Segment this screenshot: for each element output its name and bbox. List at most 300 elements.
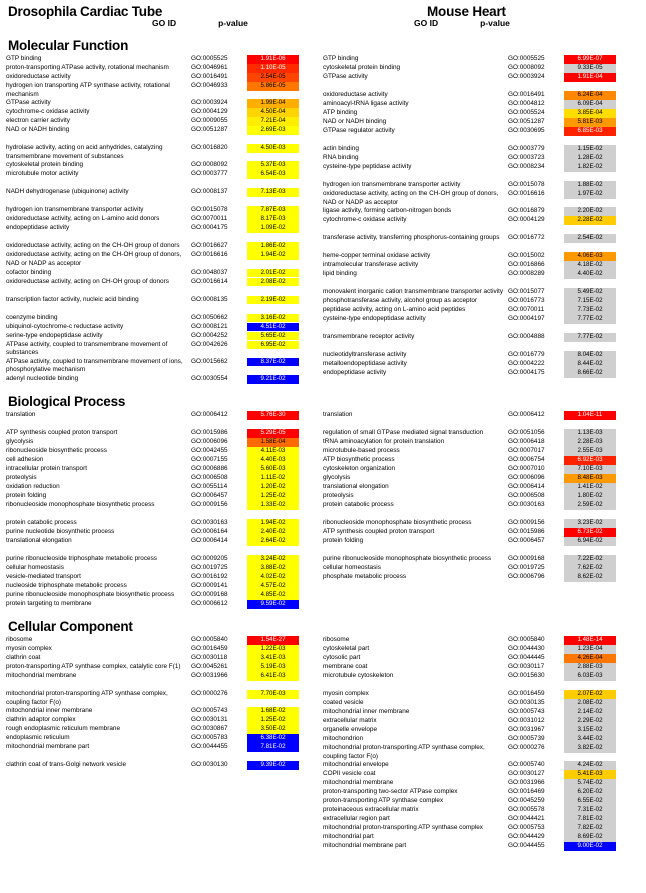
title-right: Mouse Heart [427, 4, 506, 19]
go-term-label: mitochondrial membrane [6, 671, 77, 679]
go-term-row [323, 216, 640, 225]
go-term-row [6, 456, 323, 465]
pvalue-cell: 1.11E-02 [247, 474, 299, 483]
go-id-value: GO:0009141 [191, 581, 228, 589]
go-id-value: GO:0006612 [191, 599, 228, 607]
go-term-row [6, 429, 323, 438]
go-term-label: mitochondrial proton-transporting ATP synthase complex [323, 824, 483, 832]
go-term-label: microtubule cytoskeleton [323, 671, 394, 679]
go-id-value: GO:0019725 [191, 563, 228, 571]
go-term-label: actin binding [323, 145, 359, 152]
pvalue-cell: 8.37E-02 [247, 358, 299, 367]
go-term-label: ATP synthesis coupled proton transport [323, 527, 435, 535]
go-id-value: GO:0005753 [508, 824, 545, 832]
pvalue-cell: 2.54E-02 [564, 234, 616, 243]
go-term-row [6, 636, 323, 645]
go-term-row [6, 483, 323, 492]
go-id-value: GO:0030695 [508, 127, 545, 134]
go-id-value: GO:0016879 [508, 207, 545, 215]
go-term-label: glycolysis [6, 437, 34, 445]
go-id-value: GO:0016616 [508, 190, 545, 197]
pvalue-cell: 1.94E-02 [247, 519, 299, 528]
go-id-value: GO:0006414 [508, 482, 545, 490]
go-term-label: phosphotransferase activity, alcohol group as acceptor [323, 297, 478, 305]
pvalue-cell: 7.77E-02 [564, 333, 616, 342]
go-term-label: hydrolase activity, acting on acid anhydrides, catalyzing transmembrane movement of substances [6, 144, 163, 160]
go-term-label: ATP binding [323, 109, 358, 116]
go-term-row [323, 234, 640, 243]
go-term-label: cofactor binding [6, 268, 52, 276]
pvalue-cell: 1.41E-02 [564, 483, 616, 492]
go-term-row [323, 369, 640, 378]
go-id-value: GO:0016469 [508, 788, 545, 796]
go-term-row [6, 126, 323, 135]
pvalue-cell: 3.41E-03 [247, 654, 299, 663]
go-term-row [323, 207, 640, 216]
header-pvalue-right: p-value [480, 18, 510, 28]
go-term-row [323, 91, 640, 100]
go-id-value: GO:0007017 [508, 446, 545, 454]
go-term-row [323, 154, 640, 163]
go-term-row [323, 555, 640, 564]
go-term-label: mitochondrial envelope [323, 761, 389, 769]
go-id-value: GO:0000276 [508, 743, 545, 751]
spacer-row [6, 197, 323, 206]
spacer-row [323, 681, 640, 690]
go-id-value: GO:0016491 [191, 73, 228, 80]
pvalue-cell: 1.94E-02 [247, 251, 299, 260]
go-term-row [323, 501, 640, 510]
go-term-label: cytosolic part [323, 653, 361, 661]
sections-root [6, 38, 640, 851]
go-id-value: GO:0070011 [191, 215, 228, 223]
go-id-value: GO:0015986 [191, 428, 228, 436]
go-id-value: GO:0004175 [191, 224, 228, 232]
go-term-label: proton-transporting ATP synthase complex [323, 797, 444, 805]
go-term-row [323, 145, 640, 154]
pvalue-cell: 1.68E-02 [247, 707, 299, 716]
go-term-label: endoplasmic reticulum [6, 734, 70, 742]
go-term-label: cysteine-type endopeptidase activity [323, 315, 426, 323]
pvalue-cell: 1.86E-02 [247, 242, 299, 251]
pvalue-cell: 4.18E-02 [564, 261, 616, 270]
pvalue-cell: 3.88E-02 [247, 564, 299, 573]
pvalue-cell: 8.62E-02 [564, 573, 616, 582]
go-term-row [323, 690, 640, 699]
go-term-row [323, 654, 640, 663]
go-term-label: oxidoreductase activity [323, 91, 388, 98]
go-term-row [6, 73, 323, 82]
go-term-label: nucleoside triphosphate metabolic process [6, 581, 127, 589]
go-term-label: protein catabolic process [323, 500, 394, 508]
go-term-row [6, 375, 323, 384]
go-term-label: proton-transporting ATP synthase complex, catalytic core F(1) [6, 662, 181, 670]
go-term-row [323, 573, 640, 582]
go-id-value: GO:0009156 [508, 518, 545, 526]
go-term-row [323, 744, 640, 761]
go-id-value: GO:0030130 [191, 761, 228, 769]
go-term-label: ribosome [6, 635, 33, 643]
go-id-value: GO:0006886 [191, 464, 228, 472]
go-id-value: GO:0030117 [508, 662, 545, 670]
go-id-value: GO:0044445 [508, 653, 545, 661]
header-spacer-right [268, 18, 414, 28]
go-term-label: clathrin coat [6, 653, 41, 661]
go-term-label: GTPase regulator activity [323, 127, 395, 134]
spacer-row [6, 305, 323, 314]
go-id-value: GO:0006412 [191, 410, 228, 418]
go-term-label: mitochondrial membrane part [323, 842, 407, 850]
go-term-label: proton-transporting ATPase activity, rotational mechanism [6, 64, 169, 71]
go-term-label: heme-copper terminal oxidase activity [323, 252, 431, 260]
go-term-label: organelle envelope [323, 725, 378, 733]
go-term-row [323, 474, 640, 483]
go-term-row [6, 672, 323, 681]
go-term-label: cytochrome-c oxidase activity [6, 108, 90, 116]
pvalue-cell: 1.91E-04 [564, 73, 616, 82]
go-term-label: RNA binding [323, 154, 359, 161]
go-term-label: translational elongation [6, 536, 72, 544]
go-id-value: GO:0031012 [508, 716, 545, 724]
go-id-value: GO:0016192 [191, 572, 228, 580]
pvalue-cell: 7.77E-02 [564, 315, 616, 324]
go-term-label: nucleotidyltransferase activity [323, 351, 407, 359]
go-id-value: GO:0046933 [191, 82, 228, 89]
header-pvalue-left: p-value [218, 18, 248, 28]
go-term-label: translational elongation [323, 482, 389, 490]
go-id-value: GO:0008289 [508, 270, 545, 278]
go-id-value: GO:0016772 [508, 234, 545, 242]
go-term-label: cytoskeletal protein binding [6, 161, 84, 169]
go-id-value: GO:0030131 [191, 716, 228, 724]
go-term-row [6, 492, 323, 501]
go-term-label: GTP binding [6, 55, 42, 62]
pvalue-cell: 2.64E-02 [247, 537, 299, 546]
pvalue-cell: 3.15E-02 [564, 726, 616, 735]
go-term-label: protein targeting to membrane [6, 599, 92, 607]
go-id-value: GO:0015002 [508, 252, 545, 260]
go-id-value: GO:0005524 [508, 109, 545, 116]
go-term-row [323, 333, 640, 342]
go-term-row [323, 55, 640, 64]
pvalue-cell: 4.02E-02 [247, 573, 299, 582]
pvalue-cell: 7.22E-02 [564, 555, 616, 564]
pvalue-cell: 1.25E-02 [247, 492, 299, 501]
go-term-row [6, 707, 323, 716]
pvalue-cell: 3.23E-02 [564, 519, 616, 528]
go-term-row [6, 716, 323, 725]
pvalue-cell: 5.19E-03 [247, 663, 299, 672]
go-id-value: GO:0006164 [191, 527, 228, 535]
go-term-label: phosphate metabolic process [323, 572, 407, 580]
go-term-label: mitochondrial proton-transporting ATP synthase complex, coupling factor F(o) [6, 689, 168, 706]
go-term-label: proton-transporting two-sector ATPase complex [323, 788, 458, 796]
go-term-label: rough endoplasmic reticulum membrane [6, 725, 121, 733]
go-id-value: GO:0016779 [508, 351, 545, 359]
go-id-value: GO:0006412 [508, 410, 545, 418]
go-term-row [6, 411, 323, 420]
go-term-row [323, 456, 640, 465]
go-term-row [323, 315, 640, 324]
go-term-label: microtubule-based process [323, 446, 400, 454]
go-id-value: GO:0005783 [191, 734, 228, 742]
go-id-value: GO:0003777 [191, 170, 228, 178]
pvalue-cell: 1.13E-03 [564, 429, 616, 438]
go-id-value: GO:0006418 [508, 437, 545, 445]
pvalue-cell: 4.51E-02 [247, 323, 299, 332]
go-term-row [6, 555, 323, 564]
go-term-row [323, 447, 640, 456]
pvalue-cell: 2.01E-02 [247, 269, 299, 278]
spacer-row [323, 82, 640, 91]
go-id-value: GO:0006414 [191, 536, 228, 544]
go-term-label: oxidoreductase activity, acting on the CH-OH group of donors [6, 242, 180, 250]
go-term-label: NAD or NADH binding [323, 118, 387, 125]
go-term-row [6, 332, 323, 341]
spacer-row [323, 279, 640, 288]
spacer-row [323, 510, 640, 519]
pvalue-cell: 7.81E-02 [247, 743, 299, 752]
go-id-value: GO:0004252 [191, 331, 228, 339]
go-term-row [6, 734, 323, 743]
go-id-value: GO:0003924 [191, 99, 228, 107]
pvalue-cell: 9.33E-05 [564, 64, 616, 73]
go-term-row [6, 474, 323, 483]
go-id-value: GO:0007155 [191, 455, 228, 463]
pvalue-cell: 1.48E-14 [564, 636, 616, 645]
pvalue-cell: 6.41E-03 [247, 672, 299, 681]
pvalue-cell: 2.28E-02 [564, 216, 616, 225]
go-term-row [323, 779, 640, 788]
go-id-value: GO:0031967 [508, 725, 545, 733]
go-term-label: ribonucleoside monophosphate biosynthetic process [6, 500, 155, 508]
pvalue-cell: 5.41E-03 [564, 770, 616, 779]
go-id-value: GO:0005840 [508, 635, 545, 643]
go-id-value: GO:0003779 [508, 145, 545, 152]
pvalue-cell: 7.31E-02 [564, 806, 616, 815]
go-term-label: protein folding [323, 536, 364, 544]
header-go-id-right: GO ID [414, 18, 439, 28]
go-term-row [6, 519, 323, 528]
go-term-row [6, 725, 323, 734]
go-term-row [323, 528, 640, 537]
go-id-value: GO:0006457 [191, 491, 228, 499]
go-term-row [323, 297, 640, 306]
go-term-row [6, 600, 323, 609]
go-id-value: GO:0016459 [191, 644, 228, 652]
go-term-row [6, 341, 323, 358]
go-term-label: protein folding [6, 491, 47, 499]
go-id-value: GO:0015078 [508, 181, 545, 188]
go-id-value: GO:0031966 [508, 779, 545, 787]
pvalue-cell: 7.73E-02 [564, 306, 616, 315]
go-term-label: ligase activity, forming carbon-nitrogen bonds [323, 207, 452, 215]
go-id-value: GO:0008137 [191, 188, 228, 196]
go-term-row [323, 806, 640, 815]
pvalue-cell: 2.40E-02 [247, 528, 299, 537]
pvalue-cell: 3.16E-02 [247, 314, 299, 323]
go-id-value: GO:0005740 [508, 761, 545, 769]
go-term-row [6, 82, 323, 99]
go-id-value: GO:0003924 [508, 73, 545, 80]
go-term-label: clathrin coat of trans-Golgi network vesicle [6, 761, 127, 769]
go-term-label: transmembrane receptor activity [323, 333, 415, 341]
go-term-label: myosin complex [6, 644, 52, 652]
spacer-row [6, 179, 323, 188]
pvalue-cell: 6.99E-07 [564, 55, 616, 64]
go-id-value: GO:0005578 [508, 806, 545, 814]
pvalue-cell: 7.70E-03 [247, 690, 299, 699]
go-id-value: GO:0007010 [508, 464, 545, 472]
go-id-value: GO:0006508 [508, 491, 545, 499]
go-term-label: mitochondrial inner membrane [6, 707, 93, 715]
go-id-value: GO:0009168 [508, 554, 545, 562]
go-term-label: oxidoreductase activity, acting on the CH-OH group of donors, NAD or NADP as acceptor [6, 251, 182, 267]
pvalue-cell: 2.19E-02 [247, 296, 299, 305]
go-id-value: GO:0015986 [508, 527, 545, 535]
go-term-label: COPII vesicle coat [323, 770, 376, 778]
go-term-row [323, 127, 640, 136]
go-id-value: GO:0045261 [191, 662, 228, 670]
go-id-value: GO:0004129 [508, 216, 545, 224]
go-term-row [6, 55, 323, 64]
go-term-row [323, 672, 640, 681]
go-term-row [323, 537, 640, 546]
pvalue-cell: 3.50E-02 [247, 725, 299, 734]
pvalue-cell: 1.82E-02 [564, 163, 616, 172]
go-term-label: mitochondrial proton-transporting ATP synthase complex, coupling factor F(o) [323, 743, 485, 760]
pvalue-cell: 6.24E-04 [564, 91, 616, 100]
go-id-value: GO:0030118 [191, 653, 228, 661]
go-term-row [323, 438, 640, 447]
go-term-label: extracellular matrix [323, 716, 377, 724]
pvalue-cell: 5.65E-02 [247, 332, 299, 341]
title-left: Drosophila Cardiac Tube [8, 4, 163, 19]
go-term-label: oxidoreductase activity, acting on CH-OH group of donors [6, 277, 169, 285]
pvalue-cell: 5.81E-03 [564, 118, 616, 127]
pvalue-cell: 2.28E-03 [564, 438, 616, 447]
go-id-value: GO:0004812 [508, 100, 545, 107]
go-term-row [323, 492, 640, 501]
go-term-label: purine ribonucleoside monophosphate biosynthetic process [6, 590, 175, 598]
column-headers [6, 18, 640, 28]
go-term-label: cytoskeletal part [323, 644, 370, 652]
go-id-value: GO:0044430 [508, 644, 545, 652]
spacer-row [6, 135, 323, 144]
pvalue-cell: 3.82E-02 [564, 744, 616, 753]
go-id-value: GO:0015662 [191, 357, 228, 365]
spacer-row [323, 342, 640, 351]
go-term-row [323, 190, 640, 207]
go-term-label: regulation of small GTPase mediated signal transduction [323, 428, 484, 436]
pvalue-cell: 2.54E-05 [247, 73, 299, 82]
section-grid [6, 411, 640, 609]
pvalue-cell: 5.29E-05 [247, 429, 299, 438]
go-term-row [6, 269, 323, 278]
pvalue-cell: 6.55E-02 [564, 797, 616, 806]
go-term-row [323, 645, 640, 654]
go-term-row [323, 735, 640, 744]
go-term-row [323, 100, 640, 109]
section-title: Cellular Component [8, 618, 133, 634]
go-term-row [323, 699, 640, 708]
go-term-label: ATPase activity, coupled to transmembrane movement of ions, phosphorylative mechanism [6, 357, 183, 374]
spacer-row [6, 233, 323, 242]
go-term-row [323, 770, 640, 779]
go-term-label: ATPase activity, coupled to transmembrane movement of substances [6, 340, 168, 357]
go-term-label: translation [6, 410, 36, 418]
pvalue-cell: 2.08E-02 [564, 699, 616, 708]
go-term-label: cellular homeostasis [6, 563, 64, 571]
go-term-label: cellular homeostasis [323, 563, 381, 571]
go-term-row [6, 447, 323, 456]
go-term-label: ribonucleoside biosynthetic process [6, 446, 107, 454]
go-term-row [6, 242, 323, 251]
go-term-label: membrane coat [323, 662, 368, 670]
go-term-row [323, 73, 640, 82]
pvalue-cell: 7.13E-03 [247, 188, 299, 197]
go-id-value: GO:0004175 [508, 369, 545, 377]
pvalue-cell: 1.54E-27 [247, 636, 299, 645]
pvalue-cell: 5.86E-05 [247, 82, 299, 91]
pvalue-cell: 1.15E-02 [564, 145, 616, 154]
go-id-value: GO:0006096 [508, 473, 545, 481]
go-term-row [323, 163, 640, 172]
go-term-row [323, 842, 640, 851]
go-term-row [323, 252, 640, 261]
pvalue-cell: 5.76E-30 [247, 411, 299, 420]
go-term-label: oxidoreductase activity [6, 73, 71, 80]
go-term-label: electron carrier activity [6, 117, 70, 125]
pvalue-cell: 6.92E-03 [564, 456, 616, 465]
go-term-label: monovalent inorganic cation transmembrane transporter activity [323, 288, 504, 296]
pvalue-cell: 9.39E-02 [247, 761, 299, 770]
pvalue-cell: 5.37E-03 [247, 161, 299, 170]
go-term-row [323, 351, 640, 360]
go-term-row [6, 645, 323, 654]
pvalue-cell: 9.00E-02 [564, 842, 616, 851]
spacer-row [323, 136, 640, 145]
go-id-value: GO:0016491 [508, 91, 545, 98]
go-term-row [6, 465, 323, 474]
go-id-value: GO:0051287 [508, 118, 545, 125]
go-term-row [6, 528, 323, 537]
go-id-value: GO:0045259 [508, 797, 545, 805]
go-term-row [6, 573, 323, 582]
pvalue-cell: 2.59E-02 [564, 501, 616, 510]
go-id-value: GO:0003723 [508, 154, 545, 161]
go-id-value: GO:0008121 [191, 322, 228, 330]
go-id-value: GO:0006796 [508, 572, 545, 580]
pvalue-cell: 2.08E-02 [247, 278, 299, 287]
go-term-label: purine ribonucleoside triphosphate metabolic process [6, 554, 157, 562]
go-id-value: GO:0055114 [191, 482, 228, 490]
go-term-label: hydrogen ion transmembrane transporter activity [323, 181, 461, 188]
go-term-row [6, 170, 323, 179]
go-id-value: GO:0005743 [191, 707, 228, 715]
go-term-row [6, 663, 323, 672]
pvalue-cell: 8.66E-02 [564, 369, 616, 378]
pvalue-cell: 9.21E-02 [247, 375, 299, 384]
go-term-row [323, 465, 640, 474]
pvalue-cell: 8.04E-02 [564, 351, 616, 360]
pvalue-cell: 1.99E-04 [247, 99, 299, 108]
pvalue-cell: 7.15E-02 [564, 297, 616, 306]
pvalue-cell: 6.09E-04 [564, 100, 616, 109]
go-term-row [6, 501, 323, 510]
go-term-row [323, 483, 640, 492]
pvalue-cell: 3.44E-02 [564, 735, 616, 744]
